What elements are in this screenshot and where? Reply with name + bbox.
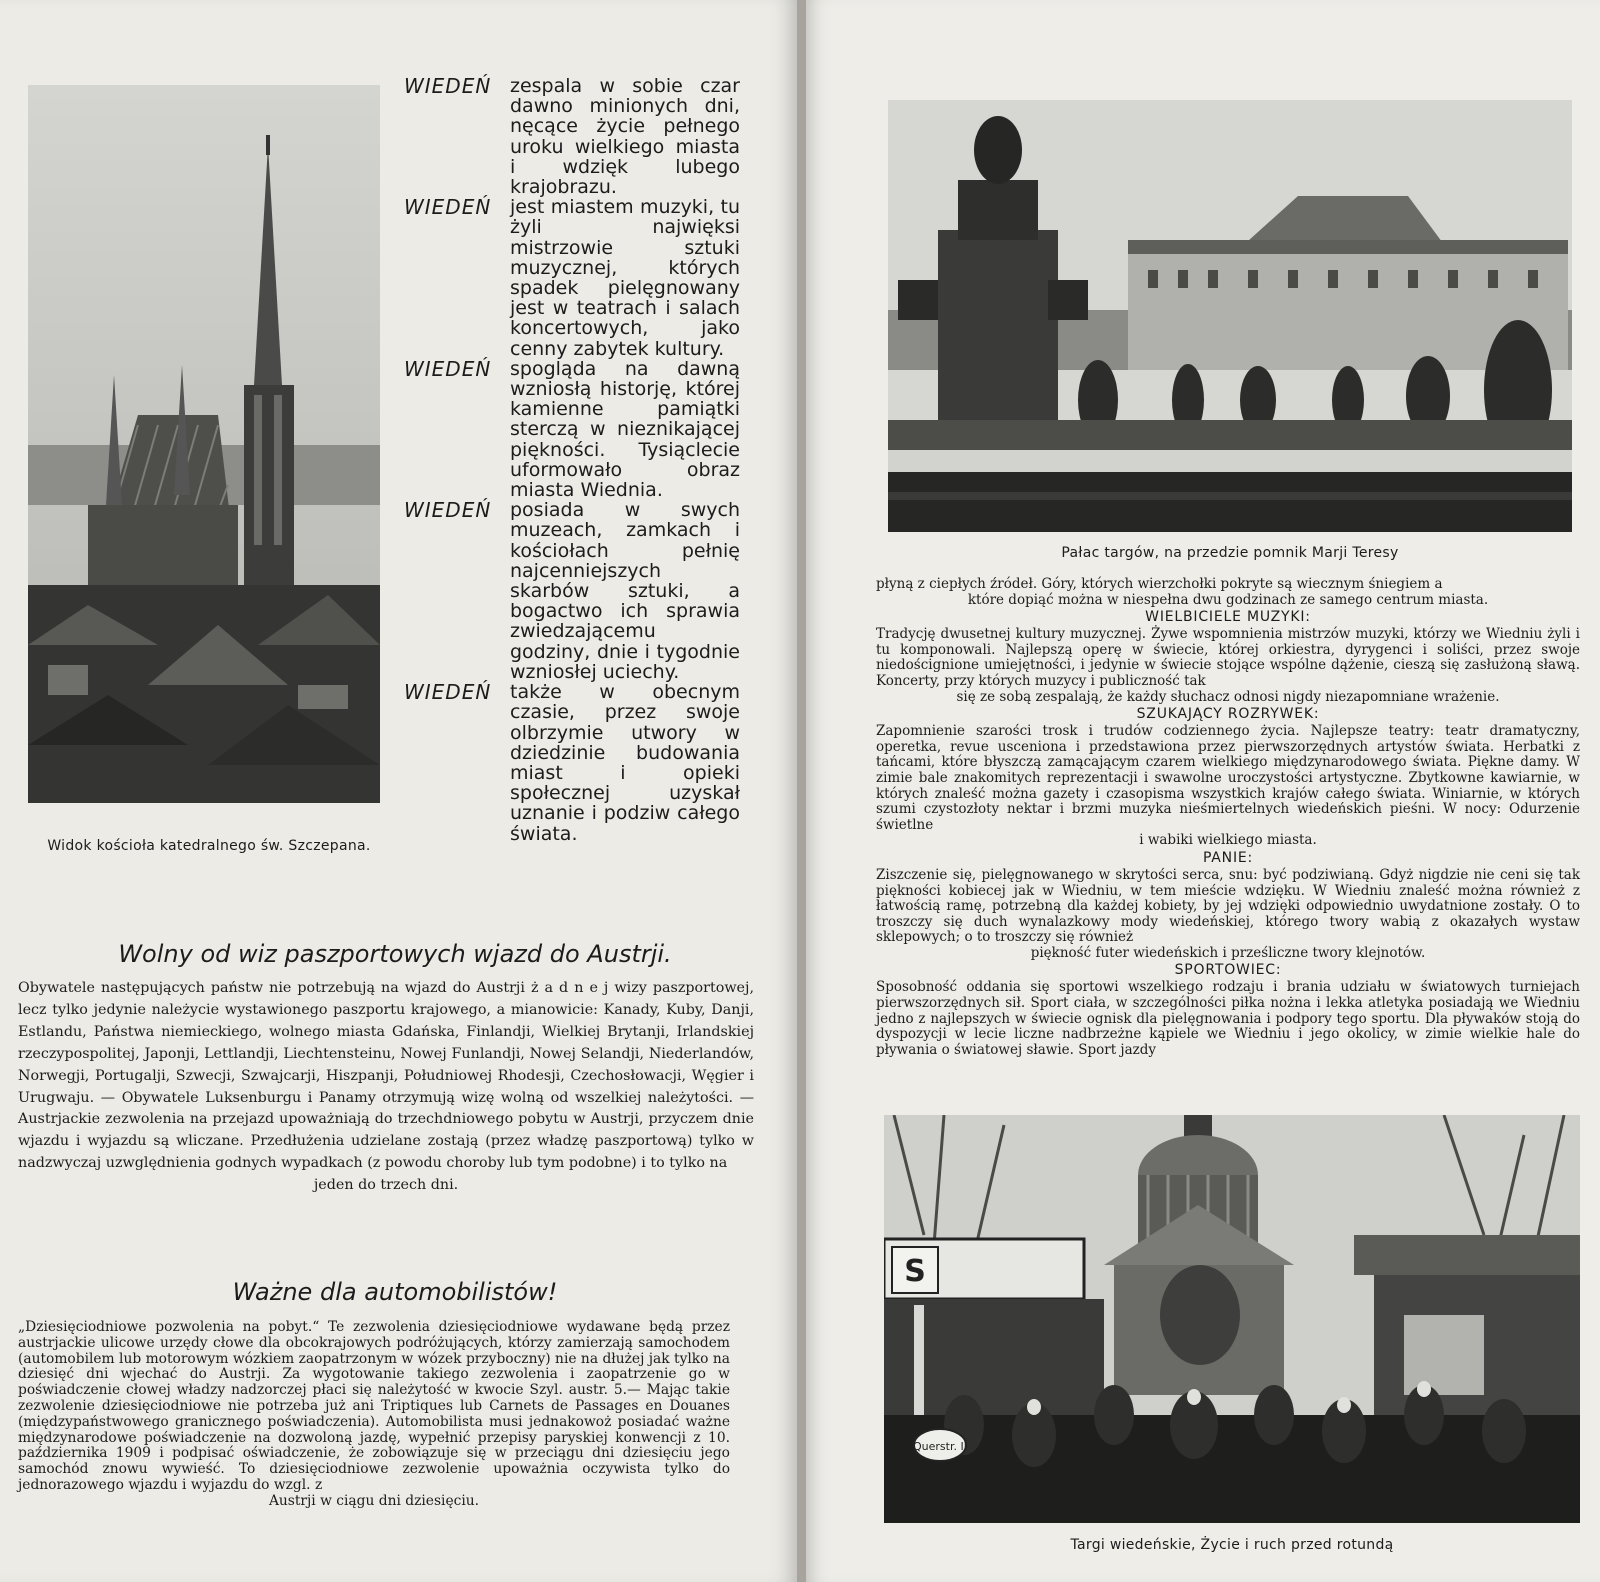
fair-logo: S bbox=[904, 1254, 926, 1289]
wieden-label: WIEDEŃ bbox=[404, 498, 492, 523]
auto-text: „Dziesięciodniowe pozwolenia na pobyt.“ Te zezwolenia dziesięciodniowe wydawane będą przez austrjackie ulicowe urzędy cłowe dla obcokrajowych podróżujących, którzy zamierzają samochodem (automobilem lub motorowym wózkiem zaopatrzonym w wózek przyboczny) nie na dłużej jak tylko na dziesięć dni wjechać do Austrji. Za wygotowanie takiego zezwolenia i zaopatrzenie go w poświadczenie cłowej władzy nadzorczej płaci się należytość w kwocie Szyl. austr. 5.— Mając takie zezwolenie dziesięciodniowe nie potrzeba już ani Triptiques lub Carnets de Passages en Douanes (międzypaństwowego granicznego poświadczenia). Automobilista musi jednakowoż posiadać ważne międzynarodowe poświadczenie na dozwoloną jazdę, wypełnić przepisy paryskiej konwencji z 10. października 1909 i podpisać oświadczenie, że zobowiązuje się w przeciągu dni dziesięciu jego samochód znowu wywieść. To dziesięciodniowe zezwolenie upoważnia oczywista tylko do jednorazowego wjazdu i wyjazdu do wzgl. z bbox=[18, 1319, 730, 1493]
intro-last-line: które dopiąć można w niespełna dwu godzinach ze samego centrum miasta. bbox=[967, 591, 1489, 608]
ladies-text: Ziszczenie się, pielęgnowanego w skrytości serca, snu: być podziwianą. Gdyż nigdzie nie ceni się tak piękności kobiecej jak w Wiedniu, w tem mieście wdzięku. W Wiedniu znaleść można również z łatwością ramę, potrzebną dla każdej kobiety, by jej wdzięki odpowiednio uwydatnione zostały. O to troszczy się duch wynalazkowy mody wiedeńskiej, którego twory wabią z okazałych wystaw sklepowych; o to troszczy się również bbox=[876, 866, 1580, 946]
music-last-line: się ze sobą zespalają, że każdy słuchacz odnosi nigdy niezapomniane wrażenie. bbox=[956, 688, 1500, 705]
sport-text: Sposobność oddania się sportowi wszelkiego rodzaju i brania udziału w światowych turniejach pierwszorzędnych sił. Sport ciała, w szczególności piłka nożna i lekka atletyka posiadają we Wiedniu jedno z najlepszych w świecie ognisk dla pielęgnowania i podpory tego sportu. Dla pływaków stoją do dyspozycji w lecie liczne nadbrzeżne kąpiele we Wiedniu i jego okolicy, w zimie wielkie hale do pływania o światowej sławie. Sport jazdy bbox=[876, 979, 1580, 1058]
wieden-label: WIEDEŃ bbox=[404, 680, 492, 705]
wieden-block bbox=[404, 500, 740, 682]
ladies-last-line: piękność futer wiedeńskich i prześliczne twory klejnotów. bbox=[1030, 944, 1426, 961]
wieden-label: WIEDEŃ bbox=[404, 74, 492, 98]
cathedral-caption: Widok kościoła katedralnego św. Szczepana. bbox=[47, 838, 371, 854]
music-text: Tradycję dwusetnej kultury muzycznej. Żywe wspomnienia mistrzów muzyki, którzy we Wiedniu żyli i tu komponowali. Najlepszą operę w świecie, której orkiestra, dyrygenci i soliści, przez swoje niedoścignione umiejętności, i jedynie w świecie stojące wspólne dążenie, cieszą się zasłużoną sławą. Koncerty, przy których muzycy i publiczność tak bbox=[876, 626, 1580, 689]
wieden-block bbox=[404, 197, 740, 359]
palace-caption: Pałac targów, na przedzie pomnik Marji Teresy bbox=[1061, 545, 1399, 561]
wieden-block bbox=[404, 682, 740, 844]
auto-title: Ważne dla automobilistów! bbox=[232, 1278, 558, 1306]
music-heading: WIELBICIELE MUZYKI: bbox=[1145, 609, 1311, 626]
wieden-label: WIEDEŃ bbox=[404, 356, 492, 381]
visa-text: Obywatele następujących państw nie potrzebują na wjazd do Austrji ż a d n e j wizy paszportowej, lecz tylko jedynie należycie wystawionego paszportu krajowego, a mianowicie: Kanady, Kuby, Danji, Estlandu, Państwa niemieckiego, wolnego miasta Gdańska, Finlandji, Wielkiej Brytanji, Irlandskiej rzeczypospolitej, Japonji, Lettlandji, Liechtensteinu, Nowej Funlandji, Nowej Selandji, Niederlandów, Norwegji, Portugalji, Szwecji, Szwajcarji, Hiszpanji, Południowej Rhodesji, Czechosłowacji, Węgier i Urugwaju. — Obywatele Luksenburgu i Panamy otrzymują wizę wolną od wszelkiej należytości. — Austrjackie zezwolenia na przejazd upoważniają do trzechdniowego pobytu w Austrji, przyczem dnie wjazdu i wyjazdu są wliczane. Przedłużenia udzielane zostają (przez władzę paszportową) tylko w nadzwyczaj uzwględnienia godnych wypadkach (z powodu choroby lub tym podobne) i to tylko na bbox=[18, 980, 754, 1172]
sport-heading: SPORTOWIEC: bbox=[1174, 962, 1282, 979]
wieden-text: zespala w sobie czar dawno minionych dni, nęcące życie pełnego uroku wielkiego miasta i wdzięk lubego krajobrazu. bbox=[510, 75, 740, 199]
wieden-block bbox=[404, 76, 740, 197]
fair-sign: Querstr. II bbox=[913, 1440, 967, 1453]
wieden-label: WIEDEŃ bbox=[404, 195, 492, 220]
auto-last-line: Austrji w ciągu dni dziesięciu. bbox=[268, 1492, 480, 1509]
right-text-column bbox=[876, 577, 1580, 1058]
visa-last-line: jeden do trzech dni. bbox=[313, 1177, 459, 1194]
cathedral-photo bbox=[28, 85, 380, 803]
ladies-heading: PANIE: bbox=[1202, 849, 1254, 866]
intro-text: płyną z ciepłych źródeł. Góry, których wierzchołki pokryte są wiecznym śniegiem a bbox=[876, 576, 1443, 592]
fair-photo bbox=[884, 1115, 1580, 1523]
visa-paragraph bbox=[18, 978, 754, 1197]
auto-paragraph bbox=[18, 1320, 730, 1510]
entertainment-last-line: i wabiki wielkiego miasta. bbox=[1139, 832, 1317, 849]
visa-title: Wolny od wiz paszportowych wjazd do Austrji. bbox=[118, 940, 672, 968]
wieden-list bbox=[404, 76, 740, 844]
wieden-text: posiada w swych muzeach, zamkach i kościołach pełnię najcenniejszych skarbów sztuki, a bogactwo ich sprawia zwiedzającemu godziny, dnie i tygodnie wzniosłej uciechy. bbox=[510, 499, 740, 683]
book-gutter bbox=[797, 0, 806, 1582]
wieden-text: także w obecnym czasie, przez swoje olbrzymie utwory w dziedzinie budowania miast i opieki społecznej uzyskał uznanie i podziw całego świata. bbox=[510, 681, 740, 845]
wieden-block bbox=[404, 356, 740, 502]
entertainment-heading: SZUKAJĄCY ROZRYWEK: bbox=[1136, 706, 1320, 723]
wieden-text: spogląda na dawną wzniosłą historję, której kamienne pamiątki sterczą w nieznikającej piękności. Tysiąclecie uformowało obraz miasta Wiednia. bbox=[510, 357, 740, 502]
fair-caption: Targi wiedeńskie, Życie i ruch przed rotundą bbox=[1070, 1537, 1394, 1553]
wieden-text: jest miastem muzyki, tu żyli najwięksi mistrzowie sztuki muzycznej, których spadek pielęgnowany jest w teatrach i salach koncertowych, jako cenny zabytek kultury. bbox=[510, 196, 740, 360]
entertainment-text: Zapomnienie szarości trosk i trudów codziennego życia. Najlepsze teatry: teatr dramatyczny, operetka, revue usceniona i przedstawiona przez pierwszorzędnych artystów świata. Herbatki z tańcami, które błyszczą zamącającym czarem wielkiego międzynarodowego świata. Piękne damy. W zimie bale znakomitych reprezentacji i swawolne uroczystości artystyczne. Zbytkowne kawiarnie, w których znaleść można gazety i czasopisma wszystkich krajów całego świata. Winiarnie, w których szumi czystozłoty nektar i brzmi muzyka nieśmiertelnych wiedeńskich pieśni. W nocy: Odurzenie świetlne bbox=[876, 723, 1580, 833]
palace-photo bbox=[888, 100, 1572, 532]
